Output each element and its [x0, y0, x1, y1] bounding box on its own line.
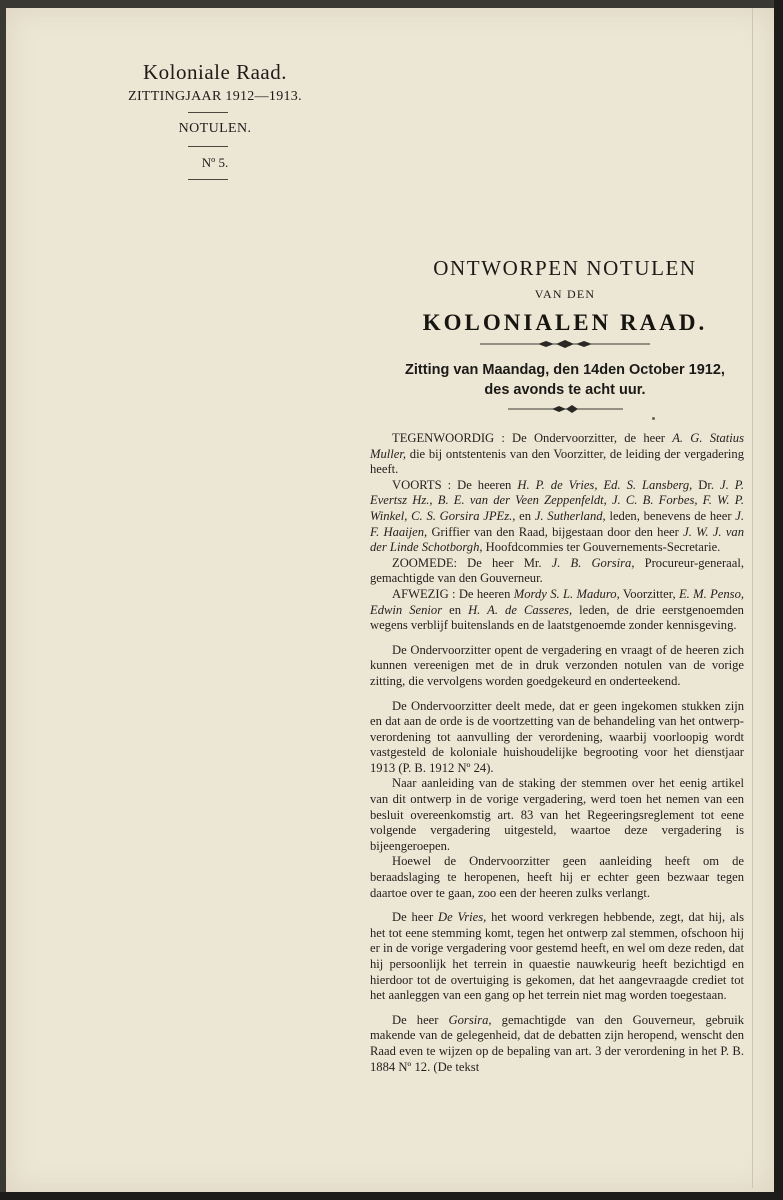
- scan-border-right: [774, 0, 783, 1200]
- paragraph-tie-vote: Naar aanleiding van de staking der stemmen over het eenig artikel van dit ontwerp in de vorige vergadering, werd toen het nemen van een besluit overeenkomstig art. 83 van het Regeeringsreglement tot eene volgende vergadering uitgesteld, waartoe deze vergadering is bijeengeroepen.: [370, 776, 744, 853]
- attendance-also-present: VOORTS : De heeren H. P. de Vries, Ed. S. Lansberg, Dr. J. P. Evertsz Hz., B. E. van der Veen Zeppenfeldt, J. C. B. Forbes, F. W. P. Winkel, C. S. Gorsira JPEz., en J. Sutherland, leden, benevens de heer J. F. Haaijen, Griffier van den Raad, bijgestaan door den heer J. W. J. van der Linde Schotborgh, Hoofdcommies ter Gouvernements-Secretarie.: [370, 477, 745, 555]
- council-title: Koloniale Raad.: [143, 60, 287, 84]
- header-rule: [188, 146, 228, 147]
- council-name-heading: KOLONIALEN RAAD.: [422, 310, 708, 335]
- header-rule: [188, 112, 228, 113]
- attendance-absent: AFWEZIG : De heeren Mordy S. L. Maduro, Voorzitter, E. M. Penso, Edwin Senior en H. A. de Casseres, leden, de drie eerstgenoemden wegens verblijf buitenslands en de laatstgenoemde zonder kennisgeving.: [370, 586, 745, 633]
- session-time: des avonds te acht uur.: [484, 382, 646, 398]
- scan-border-bottom: [0, 1192, 783, 1200]
- paragraph-announcement: De Ondervoorzitter deelt mede, dat er geen ingekomen stukken zijn en dat aan de orde is de voortzetting van de behandeling van het ontwerp-verordening tot aanvulling der verordening, waarbij voorloopig wordt vastgesteld de koloniale huishoudelijke begrooting voor het dienstjaar 1913 (P. B. 1912 Nº 24).: [370, 698, 744, 775]
- session-info: [385, 360, 745, 400]
- paragraph-gorsira: De heer Gorsira, gemachtigde van den Gouverneur, gebruik makende van de gelegenheid, dat de debatten zijn heropend, wenscht den Raad even te wijzen op de bepaling van art. 3 der verordening in het P. B. 1884 Nº 12. (De tekst: [370, 1012, 744, 1074]
- paragraph-de-vries: De heer De Vries, het woord verkregen hebbende, zegt, dat hij, als het tot eene stemming komt, tegen het ontwerp zal stemmen, ofschoon hij er in de vorige vergadering voor gestemd heeft, en wel om deze reden, dat hij persoonlijk het terrein in quaestie nauwkeurig heeft bezichtigd en hierdoor tot de overtuiging is gekomen, dat het aangevraagde crediet tot het aanleggen van een gang op het terrein niet mag worden toegestaan.: [370, 910, 744, 1003]
- page-fold-line: [752, 8, 753, 1188]
- session-year: ZITTINGJAAR 1912—1913.: [128, 89, 302, 104]
- session-date: Zitting van Maandag, den 14den October 1912,: [405, 362, 725, 378]
- attendance-present: TEGENWOORDIG : De Ondervoorzitter, de heer A. G. Statius Muller, die bij ontstentenis van den Voorzitter, de leiding der vergadering heeft.: [370, 431, 744, 477]
- paragraph-opening: De Ondervoorzitter opent de vergadering en vraagt of de heeren zich kunnen vereenigen met de in druk verzonden notulen van de vorige zitting, die vervolgens worden goedgekeurd en onderteekend.: [370, 642, 744, 688]
- header-rule: [188, 179, 228, 180]
- section-label: NOTULEN.: [178, 121, 252, 136]
- main-subheading: VAN DEN: [534, 287, 596, 301]
- attendance-further: ZOOMEDE: De heer Mr. J. B. Gorsira, Procureur-generaal, gemachtigde van den Gouverneur.: [370, 555, 744, 586]
- issue-number: Nº 5.: [201, 155, 229, 170]
- main-heading: ONTWORPEN NOTULEN: [433, 256, 697, 280]
- ornament-divider: [480, 339, 650, 349]
- print-speck: [652, 417, 655, 420]
- ornament-divider: [508, 404, 623, 414]
- minutes-body: [370, 431, 744, 1075]
- paragraph-reopening: Hoewel de Ondervoorzitter geen aanleiding heeft om de beraadslaging te heropenen, heeft hij er echter geen bezwaar tegen daartoe over te gaan, zoo een der heeren zulks verlangt.: [370, 854, 744, 900]
